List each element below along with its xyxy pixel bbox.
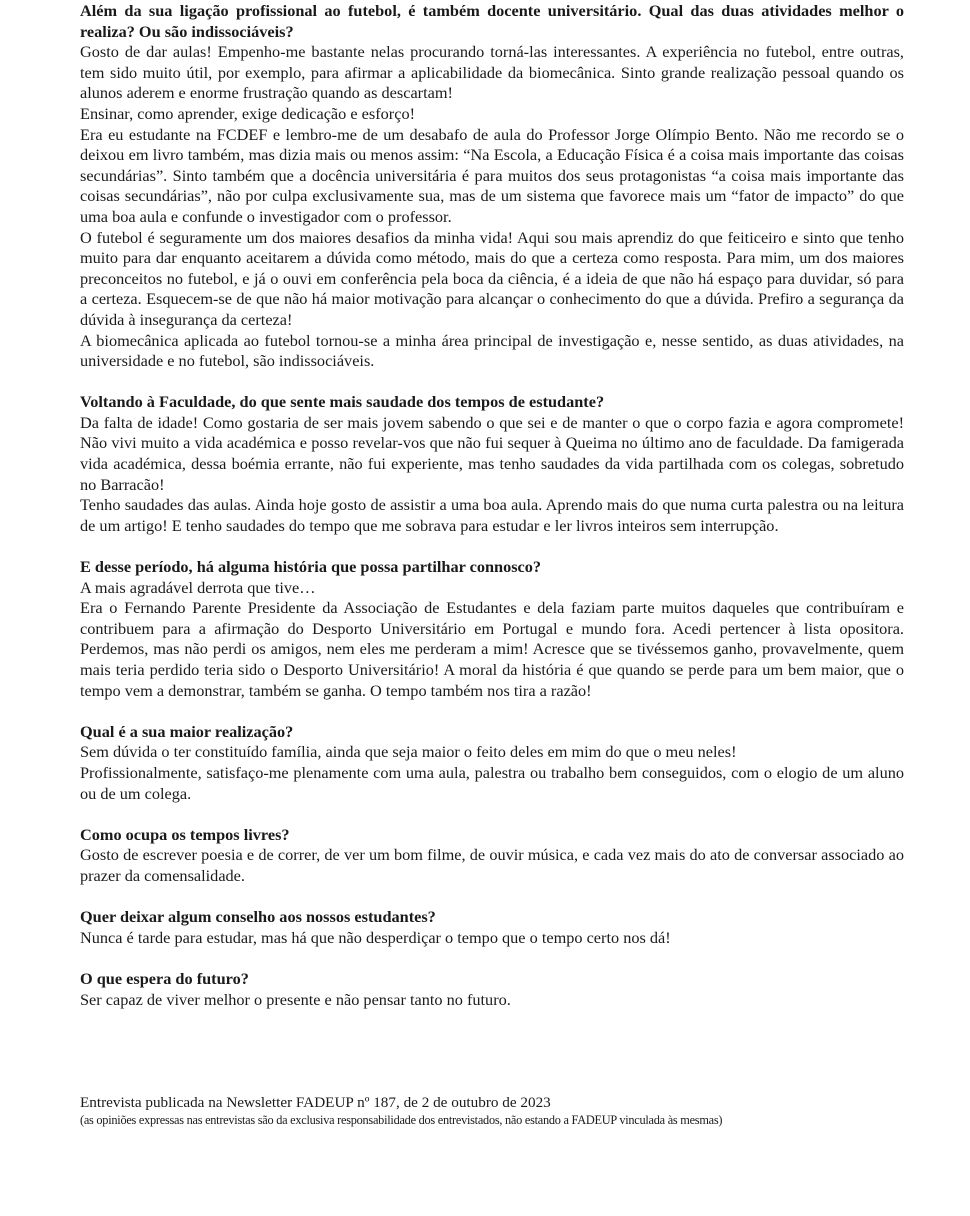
section-spacer [80, 536, 904, 557]
answer-paragraph: Gosto de escrever poesia e de correr, de ver um bom filme, de ouvir música, e cada vez mais do ato de conversar associado ao prazer da comensalidade. [80, 845, 904, 885]
section-spacer [80, 701, 904, 722]
section-spacer [80, 948, 904, 969]
section-advice [80, 907, 904, 948]
answer-paragraph: Era o Fernando Parente Presidente da Associação de Estudantes e dela faziam parte muitos daqueles que contribuíram e contribuem para a afirmação do Desporto Universitário em Portugal e mundo fora. Acedi pertencer à lista opositora. Perdemos, mas não perdi os amigos, nem eles me perderam a mim! Acresce que se tivéssemos ganho, provavelmente, quem mais teria perdido teria sido o Desporto Universitário! A moral da história é que quando se perde para um bem maior, que o tempo vem a demonstrar, também se ganha. O tempo também nos tira a razão! [80, 598, 904, 700]
answer-paragraph: Da falta de idade! Como gostaria de ser mais jovem sabendo o que sei e de manter o que o corpo fazia e agora compromete! Não vivi muito a vida académica e posso revelar-vos que não fui sequer à Queima no último ano de faculdade. Da famigerada vida académica, dessa boémia errante, não fui experiente, mas tenho saudades da vida partilhada com os colegas, sobretudo no Barracão! [80, 412, 904, 494]
publication-footer [80, 1093, 904, 1128]
question-heading: Quer deixar algum conselho aos nossos estudantes? [80, 907, 436, 927]
section-career [80, 1, 904, 372]
question-heading: E desse período, há alguma história que possa partilhar connosco? [80, 557, 542, 577]
answer-paragraph: Era eu estudante na FCDEF e lembro-me de um desabafo de aula do Professor Jorge Olímpio Bento. Não me recordo se o deixou em livro também, mas dizia mais ou menos assim: “Na Escola, a Educação Física é a coisa mais importante das coisas secundárias”. Sinto também que a docência universitária é para muitos dos seus protagonistas “a coisa mais importante das coisas secundárias”, não por culpa exclusivamente sua, mas de um sistema que favorece mais um “fator de impacto” do que uma boa aula e confunde o investigador com o professor. [80, 124, 904, 226]
answer-paragraph: Nunca é tarde para estudar, mas há que não desperdiçar o tempo que o tempo certo nos dá! [80, 927, 671, 947]
section-free-time [80, 825, 904, 887]
question-heading: Voltando à Faculdade, do que sente mais saudade dos tempos de estudante? [80, 392, 605, 412]
section-spacer [80, 887, 904, 908]
question-heading: Além da sua ligação profissional ao futebol, é também docente universitário. Qual das duas atividades melhor o realiza? Ou são indissociáveis? [80, 1, 904, 41]
answer-paragraph: Sem dúvida o ter constituído família, ainda que seja maior o feito deles em mim do que o meu neles! [80, 742, 737, 762]
disclaimer-note: (as opiniões expressas nas entrevistas são da exclusiva responsabilidade dos entrevistados, não estando a FADEUP vinculada às mesmas) [80, 1113, 723, 1127]
question-heading: Qual é a sua maior realização? [80, 721, 294, 741]
section-story [80, 557, 904, 701]
publication-note: Entrevista publicada na Newsletter FADEUP nº 187, de 2 de outubro de 2023 [80, 1094, 551, 1111]
answer-paragraph: O futebol é seguramente um dos maiores desafios da minha vida! Aqui sou mais aprendiz do que feiticeiro e sinto que tenho muito para dar enquanto aceitarem a dúvida como método, mais do que a certeza como resposta. Para mim, um dos maiores preconceitos no futebol, e já o ouvi em conferência pela boca da ciência, é a ideia de que não há espaço para duvidar, só para a certeza. Esquecem-se de que não há maior motivação para alcançar o conhecimento do que a dúvida. Prefiro a segurança da dúvida à insegurança da certeza! [80, 227, 904, 329]
question-heading: O que espera do futuro? [80, 968, 249, 988]
question-heading: Como ocupa os tempos livres? [80, 824, 290, 844]
interview-body [80, 0, 904, 1010]
answer-paragraph: A mais agradável derrota que tive… [80, 577, 316, 597]
section-spacer [80, 372, 904, 393]
section-student-days [80, 392, 904, 536]
answer-paragraph: Profissionalmente, satisfaço-me plenamente com uma aula, palestra ou trabalho bem conseguidos, com o elogio de um aluno ou de um colega. [80, 762, 904, 803]
answer-paragraph: Gosto de dar aulas! Empenho-me bastante nelas procurando torná-las interessantes. A experiência no futebol, entre outras, tem sido muito útil, por exemplo, para afirmar a aplicabilidade da biomecânica. Sinto grande realização pessoal quando os alunos aderem e enorme frustração quando as descartam! [80, 42, 904, 103]
section-future [80, 969, 904, 1010]
answer-paragraph: Ensinar, como aprender, exige dedicação e esforço! [80, 103, 416, 123]
section-spacer [80, 804, 904, 825]
answer-paragraph: Ser capaz de viver melhor o presente e não pensar tanto no futuro. [80, 989, 511, 1009]
answer-paragraph: A biomecânica aplicada ao futebol tornou-se a minha área principal de investigação e, nesse sentido, as duas atividades, na universidade e no futebol, são indissociáveis. [80, 330, 904, 371]
answer-paragraph: Tenho saudades das aulas. Ainda hoje gosto de assistir a uma boa aula. Aprendo mais do que numa curta palestra ou na leitura de um artigo! E tenho saudades do tempo que me sobrava para estudar e ler livros inteiros sem interrupção. [80, 495, 904, 535]
section-achievement [80, 722, 904, 804]
